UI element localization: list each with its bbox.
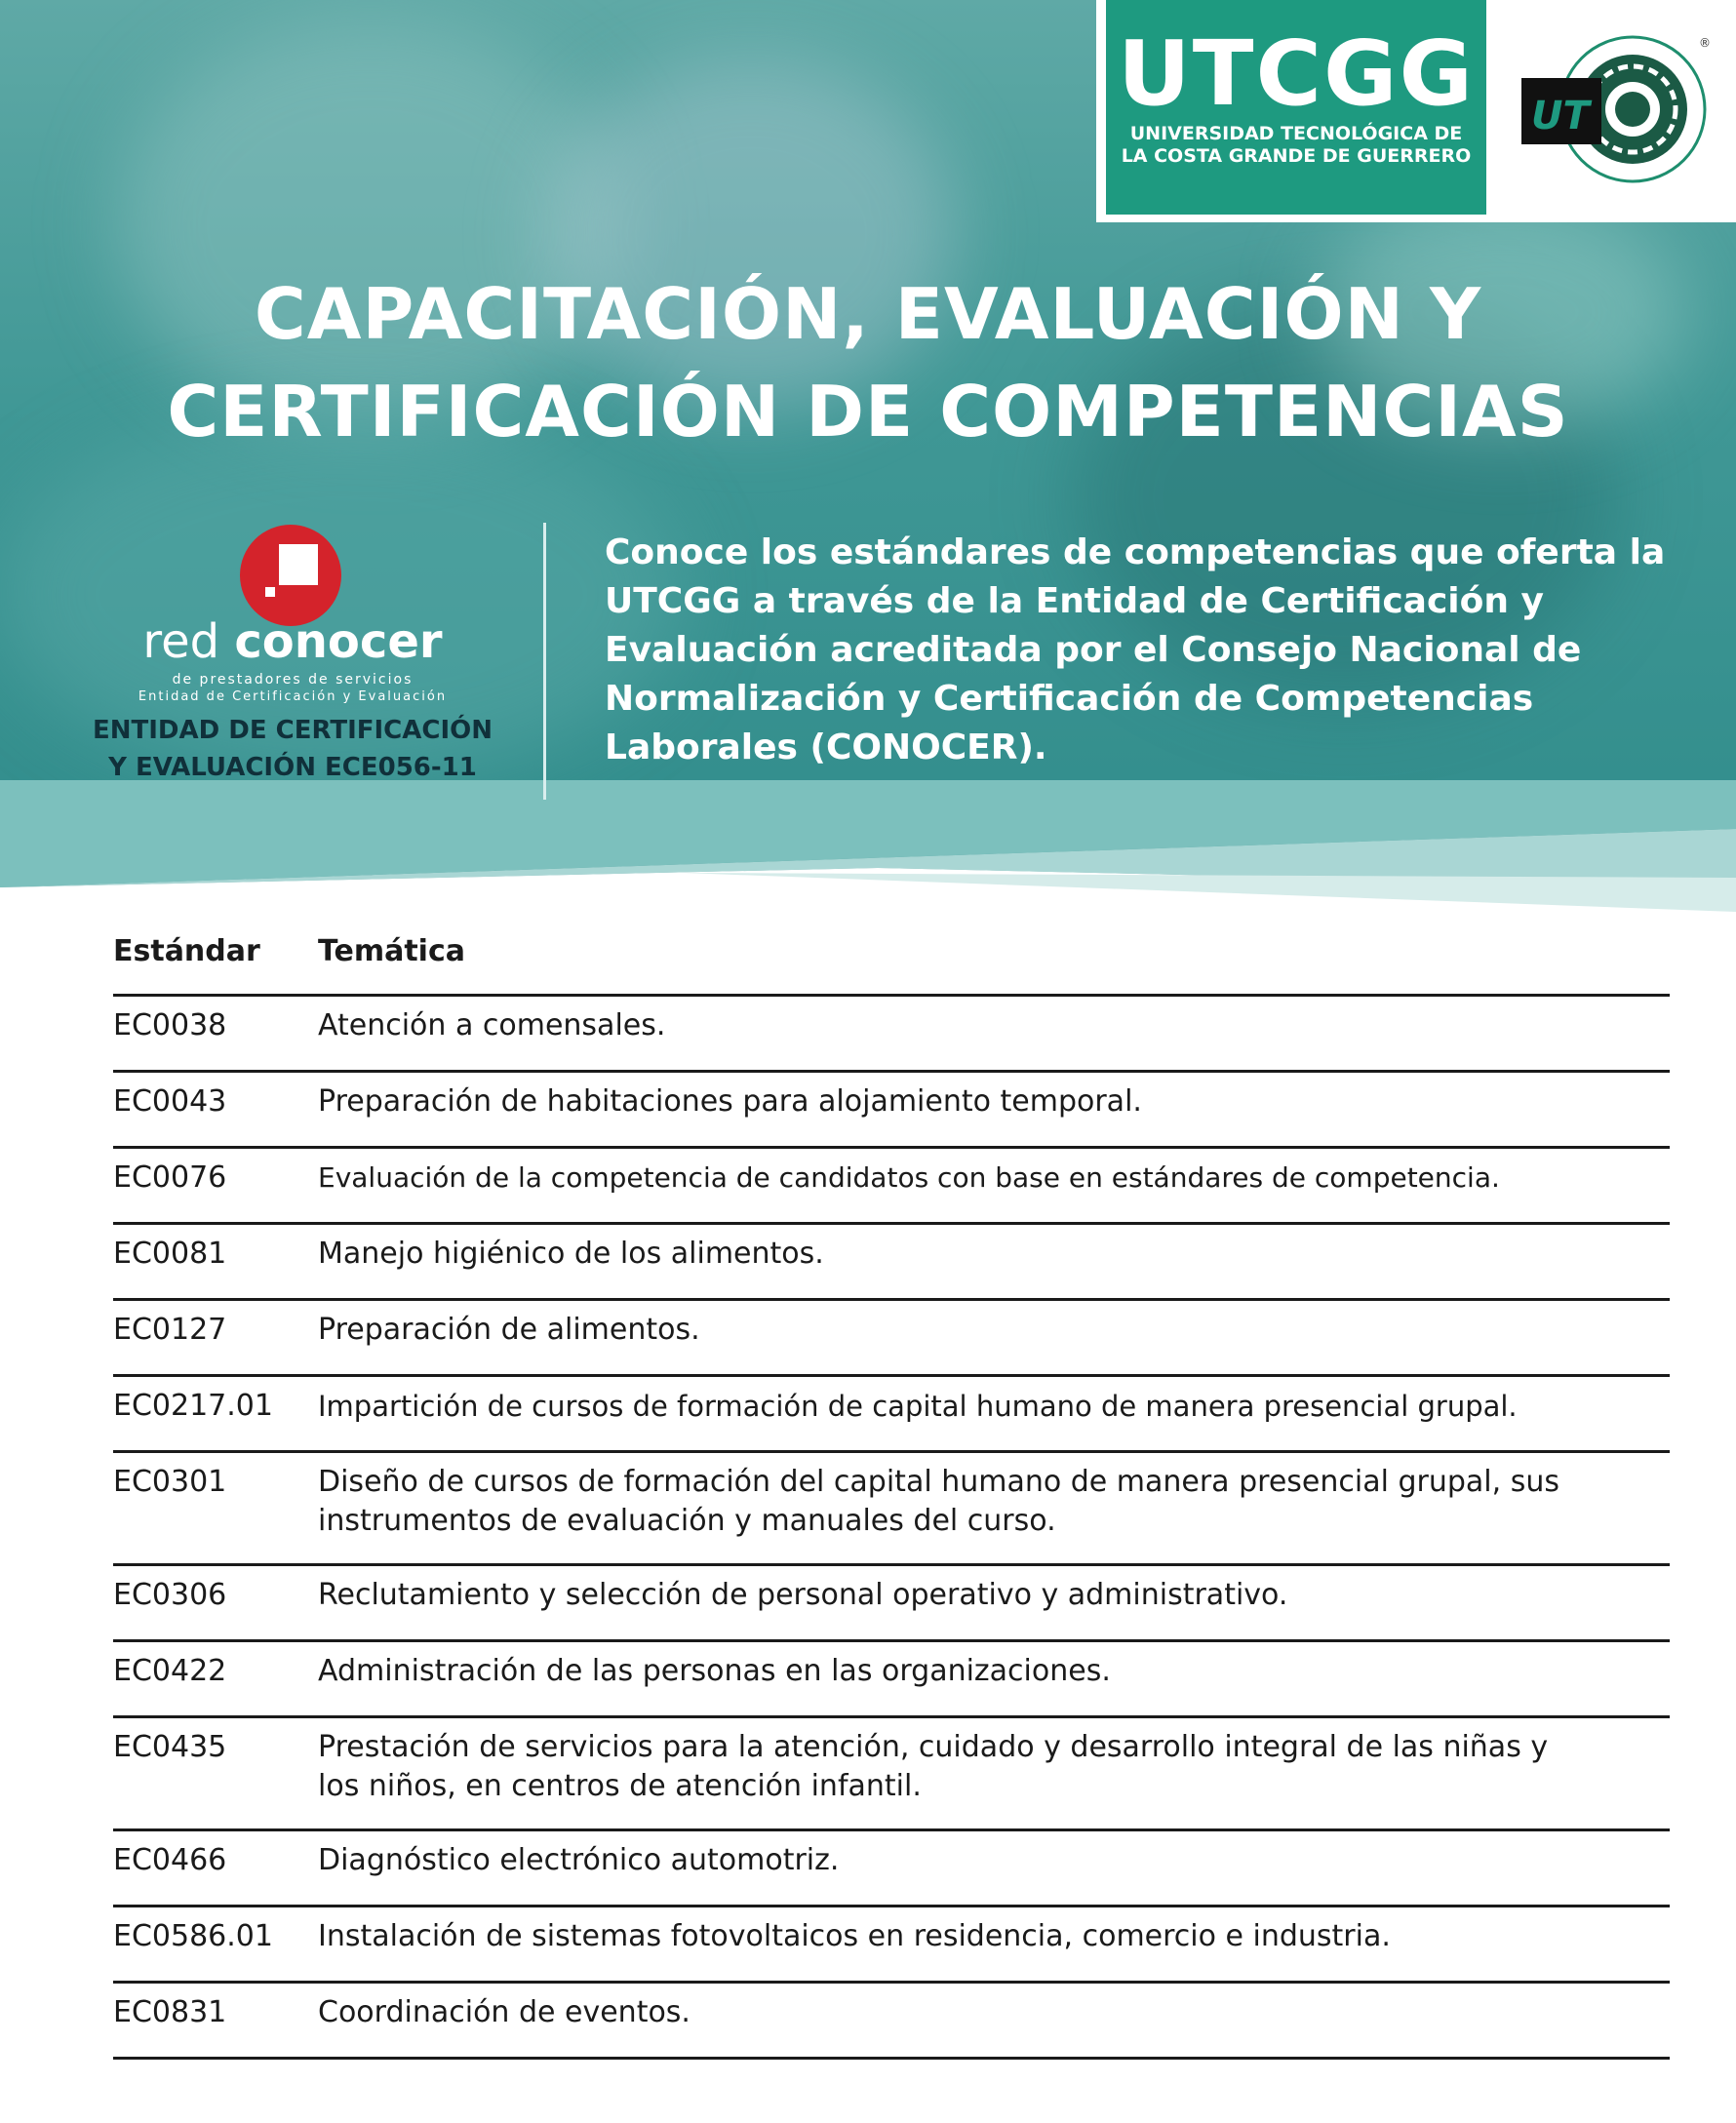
table-row bbox=[113, 1566, 1670, 1642]
row-topic: Evaluación de la competencia de candidatos con base en estándares de competencia. bbox=[318, 1161, 1500, 1194]
university-seal-icon bbox=[1518, 33, 1711, 189]
row-topic: Diagnóstico electrónico automotriz. bbox=[318, 1843, 840, 1877]
table-row bbox=[113, 1225, 1670, 1301]
row-code: EC0306 bbox=[113, 1578, 227, 1612]
utcgg-acronym: UTCGG bbox=[1117, 21, 1475, 126]
svg-text:UT: UT bbox=[1531, 94, 1590, 138]
row-topic: Preparación de habitaciones para alojamiento temporal. bbox=[318, 1084, 1142, 1119]
utcgg-logo bbox=[1106, 0, 1486, 215]
row-topic: Reclutamiento y selección de personal operativo y administrativo. bbox=[318, 1578, 1288, 1612]
standards-table bbox=[113, 921, 1670, 2060]
header-standard: Estándar bbox=[113, 934, 260, 968]
table-row bbox=[113, 1149, 1670, 1225]
row-topic: Preparación de alimentos. bbox=[318, 1313, 700, 1347]
table-row bbox=[113, 1642, 1670, 1718]
table-row bbox=[113, 997, 1670, 1073]
conocer-wordmark: red conocer bbox=[142, 614, 443, 669]
page-title: CAPACITACIÓN, EVALUACIÓN Y CERTIFICACIÓN DE COMPETENCIAS bbox=[167, 273, 1569, 452]
row-topic: Prestación de servicios para la atención, cuidado y desarrollo integral de las niñas y los niños, en centros de atención infantil. bbox=[318, 1730, 1549, 1803]
row-code: EC0217.01 bbox=[113, 1389, 273, 1423]
row-topic: Instalación de sistemas fotovoltaicos en residencia, comercio e industria. bbox=[318, 1919, 1391, 1953]
row-code: EC0081 bbox=[113, 1237, 227, 1271]
row-code: EC0301 bbox=[113, 1465, 227, 1499]
row-topic: Manejo higiénico de los alimentos. bbox=[318, 1237, 824, 1271]
conocer-tagline: de prestadores de servicios Entidad de Certificación y Evaluación bbox=[138, 672, 448, 704]
row-code: EC0435 bbox=[113, 1730, 227, 1764]
row-code: EC0127 bbox=[113, 1313, 227, 1347]
header-topic: Temática bbox=[318, 934, 465, 968]
table-row bbox=[113, 1907, 1670, 1984]
table-row bbox=[113, 1831, 1670, 1907]
row-topic: Administración de las personas en las organizaciones. bbox=[318, 1654, 1111, 1688]
table-row bbox=[113, 1301, 1670, 1377]
entity-label: ENTIDAD DE CERTIFICACIÓN Y EVALUACIÓN ECE056-11 bbox=[92, 716, 493, 782]
vertical-divider bbox=[543, 523, 546, 800]
row-topic: Impartición de cursos de formación de capital humano de manera presencial grupal. bbox=[318, 1390, 1518, 1423]
table-row bbox=[113, 1718, 1670, 1831]
row-code: EC0466 bbox=[113, 1843, 227, 1877]
row-code: EC0043 bbox=[113, 1084, 227, 1119]
row-code: EC0038 bbox=[113, 1008, 227, 1042]
conocer-logo-icon bbox=[240, 525, 341, 626]
table-header bbox=[113, 921, 1670, 997]
row-topic: Atención a comensales. bbox=[318, 1008, 666, 1042]
table-row bbox=[113, 1377, 1670, 1453]
intro-text: Conoce los estándares de competencias que oferta la UTCGG a través de la Entidad de Certificación y Evaluación acreditada por el Consejo Nacional de Normalización y Certificación de Competencias Laborales (CONOCER). bbox=[605, 532, 1666, 767]
table-row bbox=[113, 1453, 1670, 1566]
table-row bbox=[113, 1073, 1670, 1149]
row-code: EC0586.01 bbox=[113, 1919, 273, 1953]
row-topic: Coordinación de eventos. bbox=[318, 1995, 690, 2029]
table-row bbox=[113, 1984, 1670, 2060]
svg-text:®: ® bbox=[1699, 36, 1711, 50]
row-code: EC0831 bbox=[113, 1995, 227, 2029]
row-topic: Diseño de cursos de formación del capital humano de manera presencial grupal, sus instrumentos de evaluación y manuales del curso. bbox=[318, 1465, 1559, 1538]
row-code: EC0422 bbox=[113, 1654, 227, 1688]
utcgg-university-name: UNIVERSIDAD TECNOLÓGICA DE LA COSTA GRANDE DE GUERRERO bbox=[1121, 123, 1472, 167]
row-code: EC0076 bbox=[113, 1160, 227, 1195]
